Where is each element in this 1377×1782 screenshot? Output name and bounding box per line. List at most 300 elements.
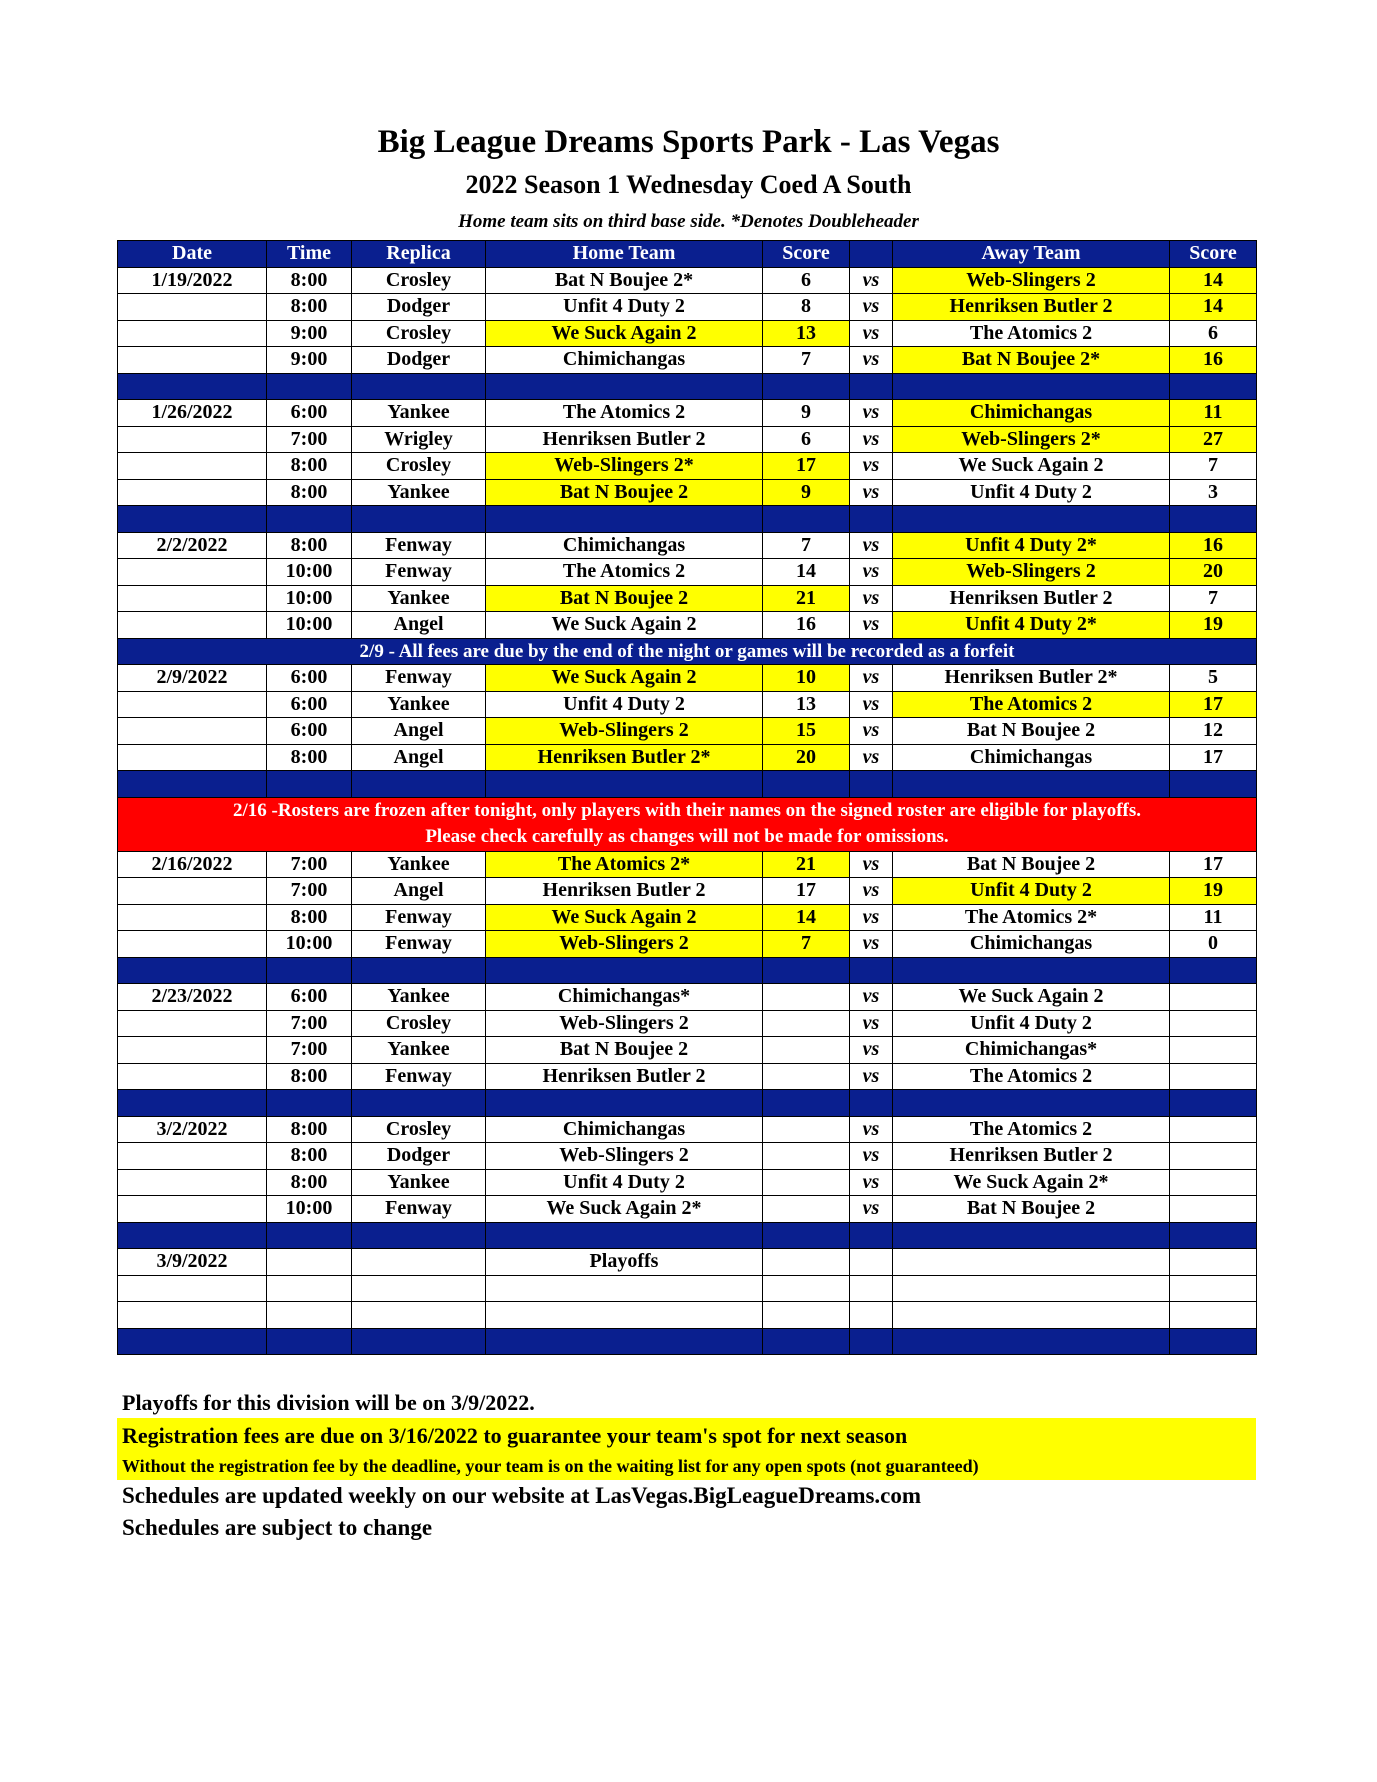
separator-cell xyxy=(118,373,267,400)
home-score-cell xyxy=(763,1275,850,1302)
field-cell: Angel xyxy=(352,744,486,771)
home-team-cell: We Suck Again 2 xyxy=(486,665,763,692)
date-cell xyxy=(118,1063,267,1090)
game-row xyxy=(118,904,1257,931)
game-row xyxy=(118,320,1257,347)
separator-cell xyxy=(352,1328,486,1355)
home-team-cell: Bat N Boujee 2 xyxy=(486,1037,763,1064)
field-cell: Fenway xyxy=(352,665,486,692)
away-team-cell: Unfit 4 Duty 2 xyxy=(893,1010,1170,1037)
away-team-cell: Web-Slingers 2 xyxy=(893,559,1170,586)
home-score-cell: 8 xyxy=(763,294,850,321)
field-cell: Yankee xyxy=(352,984,486,1011)
away-score-cell: 17 xyxy=(1170,744,1257,771)
col-date: Date xyxy=(118,241,267,268)
separator-cell xyxy=(893,373,1170,400)
game-row xyxy=(118,612,1257,639)
field-cell: Crosley xyxy=(352,320,486,347)
game-row xyxy=(118,1116,1257,1143)
away-team-cell: Bat N Boujee 2 xyxy=(893,851,1170,878)
time-cell: 8:00 xyxy=(267,453,352,480)
away-team-cell: Bat N Boujee 2 xyxy=(893,1196,1170,1223)
doubleheader-note: Home team sits on third base side. *Denotes Doubleheader xyxy=(458,211,919,232)
separator-cell xyxy=(850,957,893,984)
field-cell: Dodger xyxy=(352,1143,486,1170)
away-score-cell: 11 xyxy=(1170,400,1257,427)
separator-cell xyxy=(850,1222,893,1249)
separator-cell xyxy=(267,771,352,798)
date-cell: 1/19/2022 xyxy=(118,267,267,294)
away-team-cell: We Suck Again 2* xyxy=(893,1169,1170,1196)
home-score-cell xyxy=(763,1116,850,1143)
home-team-cell: Henriksen Butler 2* xyxy=(486,744,763,771)
date-cell xyxy=(118,691,267,718)
home-team-cell: Unfit 4 Duty 2 xyxy=(486,1169,763,1196)
game-row xyxy=(118,532,1257,559)
vs-cell: vs xyxy=(850,691,893,718)
home-score-cell: 14 xyxy=(763,559,850,586)
separator-cell xyxy=(118,1328,267,1355)
date-cell xyxy=(118,1010,267,1037)
time-cell: 7:00 xyxy=(267,1010,352,1037)
home-score-cell: 7 xyxy=(763,931,850,958)
time-cell: 7:00 xyxy=(267,426,352,453)
roster-alert-line-2: Please check carefully as changes will not be made for omissions. xyxy=(425,826,949,847)
field-cell xyxy=(352,1302,486,1329)
game-row xyxy=(118,1302,1257,1329)
away-team-cell: Henriksen Butler 2 xyxy=(893,1143,1170,1170)
away-score-cell: 14 xyxy=(1170,267,1257,294)
time-cell: 10:00 xyxy=(267,559,352,586)
time-cell: 6:00 xyxy=(267,718,352,745)
date-cell xyxy=(118,718,267,745)
time-cell: 8:00 xyxy=(267,1169,352,1196)
separator-row xyxy=(118,957,1257,984)
separator-cell xyxy=(352,1090,486,1117)
subject-to-change-note: Schedules are subject to change xyxy=(122,1515,433,1540)
vs-cell: vs xyxy=(850,744,893,771)
home-score-cell xyxy=(763,1302,850,1329)
away-team-cell: Unfit 4 Duty 2 xyxy=(893,479,1170,506)
home-score-cell: 6 xyxy=(763,267,850,294)
vs-cell: vs xyxy=(850,1169,893,1196)
schedule-table xyxy=(117,240,1257,1355)
time-cell: 10:00 xyxy=(267,1196,352,1223)
field-cell xyxy=(352,1275,486,1302)
away-score-cell xyxy=(1170,1037,1257,1064)
separator-cell xyxy=(850,506,893,533)
home-score-cell: 21 xyxy=(763,585,850,612)
away-score-cell: 12 xyxy=(1170,718,1257,745)
field-cell: Yankee xyxy=(352,400,486,427)
away-score-cell: 19 xyxy=(1170,612,1257,639)
home-team-cell: Web-Slingers 2 xyxy=(486,1143,763,1170)
away-team-cell: We Suck Again 2 xyxy=(893,984,1170,1011)
home-team-cell: Web-Slingers 2* xyxy=(486,453,763,480)
game-row xyxy=(118,294,1257,321)
separator-cell xyxy=(1170,1090,1257,1117)
game-row xyxy=(118,479,1257,506)
home-team-cell: The Atomics 2* xyxy=(486,851,763,878)
home-team-cell: The Atomics 2 xyxy=(486,559,763,586)
home-team-cell: Bat N Boujee 2 xyxy=(486,479,763,506)
home-team-cell: Chimichangas xyxy=(486,1116,763,1143)
home-team-cell: Unfit 4 Duty 2 xyxy=(486,691,763,718)
home-score-cell: 21 xyxy=(763,851,850,878)
away-team-cell: We Suck Again 2 xyxy=(893,453,1170,480)
home-score-cell: 13 xyxy=(763,320,850,347)
field-cell: Dodger xyxy=(352,347,486,374)
away-team-cell: Unfit 4 Duty 2* xyxy=(893,612,1170,639)
away-team-cell: Henriksen Butler 2 xyxy=(893,585,1170,612)
separator-cell xyxy=(486,1222,763,1249)
home-team-cell: Bat N Boujee 2* xyxy=(486,267,763,294)
game-row xyxy=(118,267,1257,294)
vs-cell: vs xyxy=(850,585,893,612)
separator-cell xyxy=(486,1090,763,1117)
date-cell xyxy=(118,559,267,586)
vs-cell: vs xyxy=(850,1037,893,1064)
vs-cell: vs xyxy=(850,559,893,586)
separator-row xyxy=(118,373,1257,400)
game-row xyxy=(118,931,1257,958)
separator-cell xyxy=(1170,771,1257,798)
field-cell: Dodger xyxy=(352,294,486,321)
field-cell: Yankee xyxy=(352,585,486,612)
col-away-team: Away Team xyxy=(893,241,1170,268)
date-cell: 2/9/2022 xyxy=(118,665,267,692)
date-cell xyxy=(118,1169,267,1196)
home-team-cell: Web-Slingers 2 xyxy=(486,1010,763,1037)
home-team-cell: Chimichangas xyxy=(486,532,763,559)
away-score-cell: 11 xyxy=(1170,904,1257,931)
vs-cell: vs xyxy=(850,1196,893,1223)
separator-cell xyxy=(118,771,267,798)
away-team-cell: Unfit 4 Duty 2 xyxy=(893,878,1170,905)
home-team-cell: Playoffs xyxy=(486,1249,763,1276)
separator-cell xyxy=(267,1090,352,1117)
vs-cell: vs xyxy=(850,267,893,294)
home-team-cell: Web-Slingers 2 xyxy=(486,931,763,958)
playoffs-note: Playoffs for this division will be on 3/9/2022. xyxy=(122,1390,535,1415)
home-team-cell: Chimichangas* xyxy=(486,984,763,1011)
away-score-cell: 6 xyxy=(1170,320,1257,347)
home-team-cell xyxy=(486,1302,763,1329)
col-vs xyxy=(850,241,893,268)
home-score-cell: 13 xyxy=(763,691,850,718)
home-score-cell: 7 xyxy=(763,532,850,559)
away-team-cell: The Atomics 2 xyxy=(893,691,1170,718)
away-score-cell xyxy=(1170,1302,1257,1329)
separator-cell xyxy=(763,506,850,533)
time-cell: 8:00 xyxy=(267,267,352,294)
away-score-cell: 19 xyxy=(1170,878,1257,905)
home-team-cell xyxy=(486,1275,763,1302)
time-cell xyxy=(267,1249,352,1276)
field-cell: Yankee xyxy=(352,479,486,506)
date-cell: 3/9/2022 xyxy=(118,1249,267,1276)
home-score-cell xyxy=(763,1196,850,1223)
date-cell xyxy=(118,294,267,321)
field-cell: Fenway xyxy=(352,1063,486,1090)
game-row xyxy=(118,453,1257,480)
time-cell: 8:00 xyxy=(267,904,352,931)
home-team-cell: We Suck Again 2 xyxy=(486,612,763,639)
game-row xyxy=(118,691,1257,718)
separator-cell xyxy=(352,1222,486,1249)
separator-cell xyxy=(352,506,486,533)
home-team-cell: Henriksen Butler 2 xyxy=(486,426,763,453)
home-team-cell: Web-Slingers 2 xyxy=(486,718,763,745)
home-team-cell: We Suck Again 2* xyxy=(486,1196,763,1223)
col-time: Time xyxy=(267,241,352,268)
separator-cell xyxy=(763,1090,850,1117)
separator-cell xyxy=(850,1090,893,1117)
vs-cell: vs xyxy=(850,453,893,480)
vs-cell: vs xyxy=(850,294,893,321)
time-cell: 8:00 xyxy=(267,744,352,771)
time-cell xyxy=(267,1302,352,1329)
vs-cell: vs xyxy=(850,878,893,905)
time-cell: 10:00 xyxy=(267,931,352,958)
away-team-cell: Web-Slingers 2 xyxy=(893,267,1170,294)
time-cell: 7:00 xyxy=(267,878,352,905)
home-score-cell: 10 xyxy=(763,665,850,692)
field-cell: Angel xyxy=(352,612,486,639)
separator-cell xyxy=(850,1328,893,1355)
away-team-cell: Bat N Boujee 2* xyxy=(893,347,1170,374)
separator-cell xyxy=(118,506,267,533)
away-score-cell xyxy=(1170,1275,1257,1302)
away-score-cell xyxy=(1170,1196,1257,1223)
away-team-cell: Chimichangas* xyxy=(893,1037,1170,1064)
time-cell: 10:00 xyxy=(267,612,352,639)
game-row xyxy=(118,1063,1257,1090)
away-score-cell xyxy=(1170,984,1257,1011)
field-cell: Yankee xyxy=(352,1037,486,1064)
date-cell xyxy=(118,320,267,347)
page-subtitle: 2022 Season 1 Wednesday Coed A South xyxy=(465,170,912,199)
home-score-cell xyxy=(763,984,850,1011)
home-team-cell: We Suck Again 2 xyxy=(486,904,763,931)
roster-alert-row xyxy=(118,797,1257,851)
separator-cell xyxy=(486,373,763,400)
game-row xyxy=(118,665,1257,692)
away-team-cell: Henriksen Butler 2* xyxy=(893,665,1170,692)
separator-cell xyxy=(267,506,352,533)
date-cell xyxy=(118,1143,267,1170)
home-team-cell: Henriksen Butler 2 xyxy=(486,1063,763,1090)
away-score-cell xyxy=(1170,1063,1257,1090)
separator-cell xyxy=(486,1328,763,1355)
separator-row xyxy=(118,1328,1257,1355)
home-score-cell xyxy=(763,1249,850,1276)
date-cell xyxy=(118,612,267,639)
separator-cell xyxy=(118,957,267,984)
game-row xyxy=(118,1169,1257,1196)
col-home-team: Home Team xyxy=(486,241,763,268)
time-cell: 8:00 xyxy=(267,532,352,559)
away-team-cell xyxy=(893,1249,1170,1276)
separator-cell xyxy=(118,1222,267,1249)
home-score-cell: 14 xyxy=(763,904,850,931)
col-home-score: Score xyxy=(763,241,850,268)
fees-notice-text: 2/9 - All fees are due by the end of the night or games will be recorded as a forfeit xyxy=(118,638,1257,665)
date-cell xyxy=(118,479,267,506)
away-team-cell: Henriksen Butler 2 xyxy=(893,294,1170,321)
vs-cell: vs xyxy=(850,718,893,745)
date-cell xyxy=(118,1037,267,1064)
away-score-cell: 16 xyxy=(1170,532,1257,559)
field-cell xyxy=(352,1249,486,1276)
separator-cell xyxy=(893,1222,1170,1249)
time-cell xyxy=(267,1275,352,1302)
vs-cell: vs xyxy=(850,851,893,878)
date-cell xyxy=(118,744,267,771)
date-cell xyxy=(118,426,267,453)
date-cell xyxy=(118,931,267,958)
date-cell: 2/23/2022 xyxy=(118,984,267,1011)
home-score-cell xyxy=(763,1143,850,1170)
game-row xyxy=(118,718,1257,745)
game-row xyxy=(118,347,1257,374)
separator-cell xyxy=(1170,1328,1257,1355)
field-cell: Yankee xyxy=(352,1169,486,1196)
separator-cell xyxy=(763,1222,850,1249)
vs-cell: vs xyxy=(850,426,893,453)
away-score-cell xyxy=(1170,1116,1257,1143)
away-team-cell: Bat N Boujee 2 xyxy=(893,718,1170,745)
field-cell: Crosley xyxy=(352,1116,486,1143)
home-team-cell: Henriksen Butler 2 xyxy=(486,878,763,905)
home-team-cell: Chimichangas xyxy=(486,347,763,374)
separator-cell xyxy=(1170,957,1257,984)
away-team-cell: The Atomics 2 xyxy=(893,1116,1170,1143)
home-score-cell: 6 xyxy=(763,426,850,453)
away-team-cell: The Atomics 2* xyxy=(893,904,1170,931)
away-score-cell: 17 xyxy=(1170,851,1257,878)
away-score-cell xyxy=(1170,1169,1257,1196)
col-away-score: Score xyxy=(1170,241,1257,268)
game-row xyxy=(118,559,1257,586)
game-row xyxy=(118,426,1257,453)
away-score-cell: 5 xyxy=(1170,665,1257,692)
home-score-cell: 9 xyxy=(763,479,850,506)
date-cell xyxy=(118,347,267,374)
date-cell xyxy=(118,585,267,612)
field-cell: Crosley xyxy=(352,267,486,294)
waiting-list-note: Without the registration fee by the deadline, your team is on the waiting list for any open spots (not guaranteed) xyxy=(122,1456,979,1476)
separator-cell xyxy=(267,957,352,984)
vs-cell: vs xyxy=(850,479,893,506)
separator-cell xyxy=(893,771,1170,798)
home-score-cell: 7 xyxy=(763,347,850,374)
game-row xyxy=(118,400,1257,427)
separator-cell xyxy=(267,1222,352,1249)
roster-alert-line-1: 2/16 -Rosters are frozen after tonight, only players with their names on the signed roster are eligible for playoffs. xyxy=(232,800,1142,821)
vs-cell: vs xyxy=(850,931,893,958)
vs-cell: vs xyxy=(850,904,893,931)
vs-cell: vs xyxy=(850,347,893,374)
away-score-cell: 20 xyxy=(1170,559,1257,586)
home-team-cell: Bat N Boujee 2 xyxy=(486,585,763,612)
roster-alert-cell xyxy=(118,797,1257,851)
separator-cell xyxy=(352,957,486,984)
time-cell: 6:00 xyxy=(267,691,352,718)
vs-cell: vs xyxy=(850,532,893,559)
separator-cell xyxy=(1170,373,1257,400)
vs-cell: vs xyxy=(850,612,893,639)
vs-cell: vs xyxy=(850,1143,893,1170)
field-cell: Fenway xyxy=(352,559,486,586)
separator-row xyxy=(118,1090,1257,1117)
game-row xyxy=(118,744,1257,771)
game-row xyxy=(118,1143,1257,1170)
separator-cell xyxy=(763,771,850,798)
time-cell: 6:00 xyxy=(267,665,352,692)
header-row xyxy=(118,241,1257,268)
away-score-cell: 7 xyxy=(1170,585,1257,612)
time-cell: 10:00 xyxy=(267,585,352,612)
time-cell: 6:00 xyxy=(267,400,352,427)
time-cell: 8:00 xyxy=(267,1143,352,1170)
separator-cell xyxy=(763,1328,850,1355)
time-cell: 7:00 xyxy=(267,851,352,878)
registration-note: Registration fees are due on 3/16/2022 to guarantee your team's spot for next season xyxy=(122,1423,908,1448)
separator-cell xyxy=(267,373,352,400)
separator-cell xyxy=(352,771,486,798)
field-cell: Fenway xyxy=(352,931,486,958)
separator-cell xyxy=(893,957,1170,984)
date-cell: 3/2/2022 xyxy=(118,1116,267,1143)
home-score-cell xyxy=(763,1063,850,1090)
game-row xyxy=(118,1275,1257,1302)
separator-cell xyxy=(850,771,893,798)
date-cell xyxy=(118,878,267,905)
separator-row xyxy=(118,1222,1257,1249)
separator-row xyxy=(118,506,1257,533)
time-cell: 8:00 xyxy=(267,1116,352,1143)
game-row xyxy=(118,1196,1257,1223)
date-cell xyxy=(118,904,267,931)
away-team-cell: Chimichangas xyxy=(893,931,1170,958)
home-score-cell: 17 xyxy=(763,878,850,905)
vs-cell: vs xyxy=(850,665,893,692)
game-row xyxy=(118,585,1257,612)
separator-cell xyxy=(893,1090,1170,1117)
separator-cell xyxy=(118,1090,267,1117)
date-cell xyxy=(118,453,267,480)
fees-notice-row xyxy=(118,638,1257,665)
field-cell: Wrigley xyxy=(352,426,486,453)
separator-cell xyxy=(893,1328,1170,1355)
home-score-cell xyxy=(763,1037,850,1064)
game-row xyxy=(118,1010,1257,1037)
vs-cell: vs xyxy=(850,1063,893,1090)
time-cell: 6:00 xyxy=(267,984,352,1011)
separator-cell xyxy=(486,506,763,533)
date-cell xyxy=(118,1196,267,1223)
away-team-cell: Chimichangas xyxy=(893,400,1170,427)
time-cell: 7:00 xyxy=(267,1037,352,1064)
separator-cell xyxy=(352,373,486,400)
away-team-cell: The Atomics 2 xyxy=(893,320,1170,347)
away-score-cell: 27 xyxy=(1170,426,1257,453)
home-score-cell: 16 xyxy=(763,612,850,639)
home-score-cell xyxy=(763,1169,850,1196)
vs-cell xyxy=(850,1249,893,1276)
separator-cell xyxy=(763,373,850,400)
